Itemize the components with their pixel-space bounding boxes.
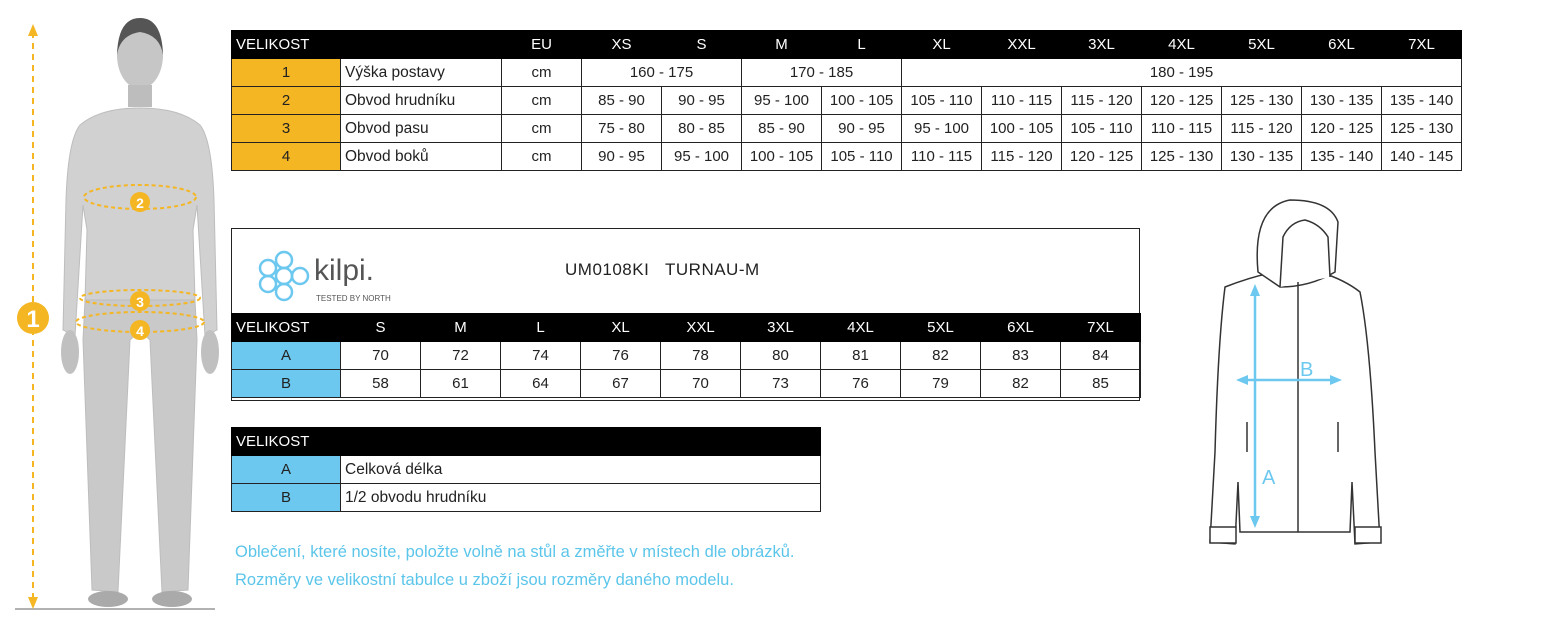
value-cell: 67 xyxy=(581,370,661,398)
value-cell: 90 - 95 xyxy=(822,115,902,143)
value-cell: 140 - 145 xyxy=(1382,143,1462,171)
value-cell: 170 - 185 xyxy=(742,59,902,87)
jacket-label-b: B xyxy=(1300,359,1314,381)
header-m: M xyxy=(421,314,501,342)
note-line-1: Oblečení, které nosíte, položte volně na stůl a změřte v místech dle obrázků. xyxy=(235,543,795,561)
header-7xl: 7XL xyxy=(1382,31,1462,59)
value-cell: 100 - 105 xyxy=(982,115,1062,143)
value-cell: 76 xyxy=(581,342,661,370)
header-velikost: VELIKOST xyxy=(232,314,341,342)
model-code: UM0108KI xyxy=(565,260,650,279)
value-cell: 115 - 120 xyxy=(1222,115,1302,143)
header-4xl: 4XL xyxy=(821,314,901,342)
header-4xl: 4XL xyxy=(1142,31,1222,59)
value-cell: 76 xyxy=(821,370,901,398)
value-cell: 115 - 120 xyxy=(982,143,1062,171)
value-cell: 100 - 105 xyxy=(822,87,902,115)
marker-2: 2 xyxy=(136,195,144,211)
value-cell: 120 - 125 xyxy=(1142,87,1222,115)
header-6xl: 6XL xyxy=(981,314,1061,342)
row-label: Obvod hrudníku xyxy=(341,87,502,115)
header-eu: EU xyxy=(502,31,582,59)
value-cell: 120 - 125 xyxy=(1302,115,1382,143)
value-cell: 180 - 195 xyxy=(902,59,1462,87)
marker-3: 3 xyxy=(136,294,144,310)
value-cell: 80 xyxy=(741,342,821,370)
header-5xl: 5XL xyxy=(901,314,981,342)
value-cell: 105 - 110 xyxy=(1062,115,1142,143)
value-cell: 135 - 140 xyxy=(1302,143,1382,171)
product-size-table xyxy=(231,313,1141,398)
value-cell: 82 xyxy=(981,370,1061,398)
header-3xl: 3XL xyxy=(741,314,821,342)
header-l: L xyxy=(501,314,581,342)
header-xxl: XXL xyxy=(661,314,741,342)
header-5xl: 5XL xyxy=(1222,31,1302,59)
row-number: 3 xyxy=(232,115,341,143)
value-cell: 130 - 135 xyxy=(1302,87,1382,115)
row-label: Výška postavy xyxy=(341,59,502,87)
table-row xyxy=(232,456,821,484)
row-label: Obvod boků xyxy=(341,143,502,171)
value-cell: 82 xyxy=(901,342,981,370)
value-cell: 64 xyxy=(501,370,581,398)
value-cell: 74 xyxy=(501,342,581,370)
table-row xyxy=(232,342,1141,370)
model-name: TURNAU-M xyxy=(665,260,760,279)
table-row xyxy=(232,87,1462,115)
header-6xl: 6XL xyxy=(1302,31,1382,59)
note-line-2: Rozměry ve velikostní tabulce u zboží jsou rozměry daného modelu. xyxy=(235,571,734,589)
value-cell: 105 - 110 xyxy=(902,87,982,115)
header-velikost: VELIKOST xyxy=(232,428,821,456)
value-cell: 95 - 100 xyxy=(902,115,982,143)
header-xl: XL xyxy=(581,314,661,342)
header-s: S xyxy=(662,31,742,59)
model-title xyxy=(565,260,760,280)
unit-cell: cm xyxy=(502,87,582,115)
value-cell: 79 xyxy=(901,370,981,398)
header-7xl: 7XL xyxy=(1061,314,1141,342)
value-cell: 58 xyxy=(341,370,421,398)
header-xs: XS xyxy=(582,31,662,59)
row-number: 2 xyxy=(232,87,341,115)
value-cell: 61 xyxy=(421,370,501,398)
value-cell: 125 - 130 xyxy=(1142,143,1222,171)
marker-4: 4 xyxy=(136,323,144,339)
jacket-measurement-figure xyxy=(1180,192,1410,562)
body-size-table xyxy=(231,30,1462,171)
header-xxl: XXL xyxy=(982,31,1062,59)
value-cell: 130 - 135 xyxy=(1222,143,1302,171)
value-cell: 100 - 105 xyxy=(742,143,822,171)
value-cell: 80 - 85 xyxy=(662,115,742,143)
value-cell: 85 - 90 xyxy=(742,115,822,143)
value-cell: 75 - 80 xyxy=(582,115,662,143)
header-m: M xyxy=(742,31,822,59)
row-number: 1 xyxy=(232,59,341,87)
value-cell: 110 - 115 xyxy=(1142,115,1222,143)
body-measurement-figure xyxy=(0,0,225,627)
table-row xyxy=(232,59,1462,87)
value-cell: 70 xyxy=(661,370,741,398)
row-text: Celková délka xyxy=(341,456,821,484)
value-cell: 135 - 140 xyxy=(1382,87,1462,115)
unit-cell: cm xyxy=(502,59,582,87)
unit-cell: cm xyxy=(502,115,582,143)
table-header-row xyxy=(232,314,1141,342)
value-cell: 73 xyxy=(741,370,821,398)
value-cell: 72 xyxy=(421,342,501,370)
value-cell: 84 xyxy=(1061,342,1141,370)
value-cell: 95 - 100 xyxy=(742,87,822,115)
row-text: 1/2 obvodu hrudníku xyxy=(341,484,821,512)
header-velikost: VELIKOST xyxy=(232,31,502,59)
value-cell: 105 - 110 xyxy=(822,143,902,171)
row-label: A xyxy=(232,342,341,370)
table-row xyxy=(232,115,1462,143)
value-cell: 90 - 95 xyxy=(662,87,742,115)
row-label: B xyxy=(232,484,341,512)
table-row xyxy=(232,484,821,512)
value-cell: 95 - 100 xyxy=(662,143,742,171)
value-cell: 160 - 175 xyxy=(582,59,742,87)
legend-table xyxy=(231,427,821,512)
value-cell: 70 xyxy=(341,342,421,370)
table-row xyxy=(232,370,1141,398)
value-cell: 110 - 115 xyxy=(982,87,1062,115)
value-cell: 125 - 130 xyxy=(1382,115,1462,143)
unit-cell: cm xyxy=(502,143,582,171)
value-cell: 81 xyxy=(821,342,901,370)
value-cell: 78 xyxy=(661,342,741,370)
header-l: L xyxy=(822,31,902,59)
brand-name: kilpi. xyxy=(314,254,375,287)
table-header-row xyxy=(232,31,1462,59)
value-cell: 90 - 95 xyxy=(582,143,662,171)
value-cell: 115 - 120 xyxy=(1062,87,1142,115)
table-header-row xyxy=(232,428,821,456)
header-s: S xyxy=(341,314,421,342)
table-row xyxy=(232,143,1462,171)
value-cell: 110 - 115 xyxy=(902,143,982,171)
header-3xl: 3XL xyxy=(1062,31,1142,59)
value-cell: 120 - 125 xyxy=(1062,143,1142,171)
row-number: 4 xyxy=(232,143,341,171)
value-cell: 85 xyxy=(1061,370,1141,398)
marker-1: 1 xyxy=(26,306,40,333)
kilpi-logo xyxy=(252,246,402,306)
brand-tagline: TESTED BY NORTH xyxy=(316,294,391,303)
value-cell: 85 - 90 xyxy=(582,87,662,115)
row-label: B xyxy=(232,370,341,398)
value-cell: 83 xyxy=(981,342,1061,370)
value-cell: 125 - 130 xyxy=(1222,87,1302,115)
row-label: Obvod pasu xyxy=(341,115,502,143)
row-label: A xyxy=(232,456,341,484)
header-xl: XL xyxy=(902,31,982,59)
jacket-label-a: A xyxy=(1262,467,1276,489)
